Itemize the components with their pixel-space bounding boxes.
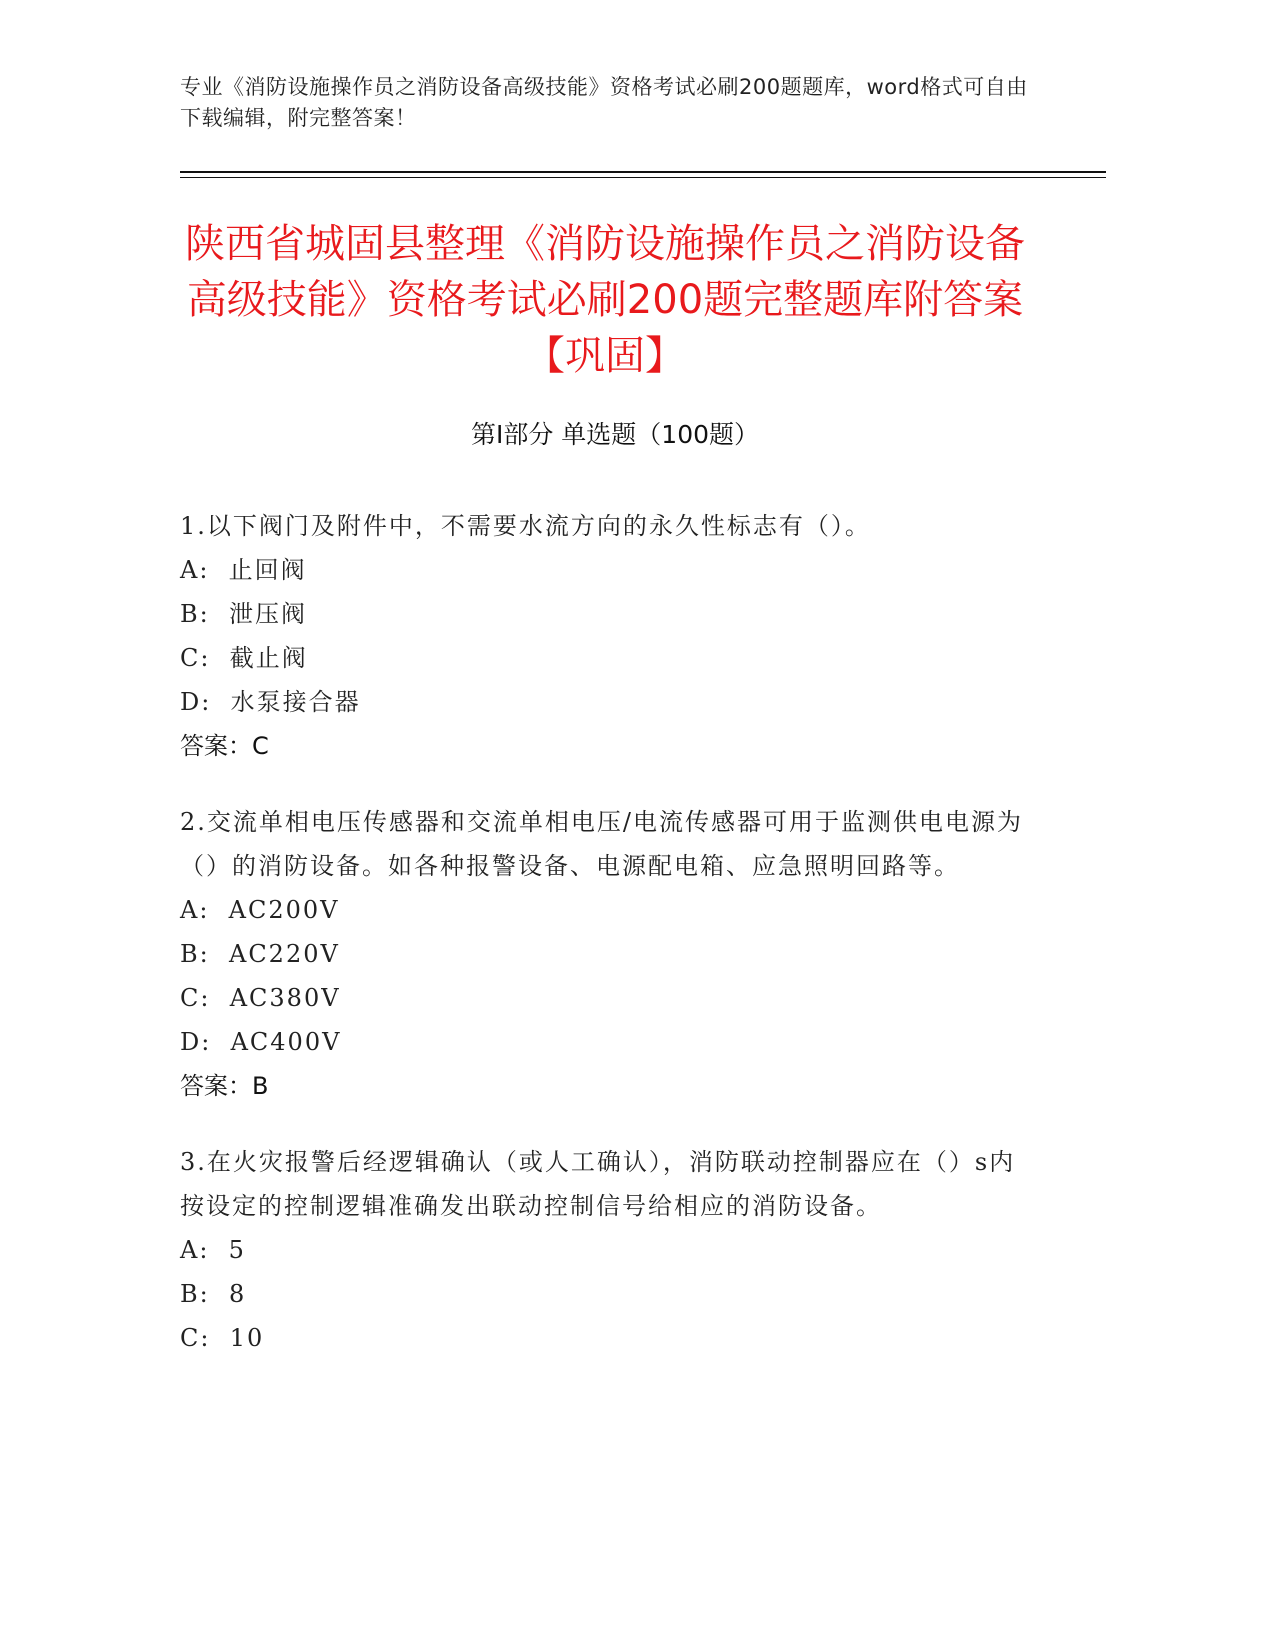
header-divider-thin	[180, 177, 1106, 178]
question-stem: 1.以下阀门及附件中，不需要水流方向的永久性标志有（）。	[180, 512, 871, 540]
option-c: C: 10	[180, 1324, 265, 1352]
document-title: 陕西省城固县整理《消防设施操作员之消防设备高级技能》资格考试必刷200题完整题库附答案【巩固】	[185, 221, 1025, 379]
option-d: D: AC400V	[180, 1028, 342, 1056]
option-c: C: 截止阀	[180, 644, 308, 672]
header-divider-thick	[180, 171, 1106, 173]
option-a: A: 止回阀	[180, 556, 307, 584]
header-note: 专业《消防设施操作员之消防设备高级技能》资格考试必刷200题题库，word格式可自由下载编辑，附完整答案！	[180, 75, 1028, 130]
section-heading: 第I部分 单选题（100题）	[470, 420, 760, 449]
answer-line: 答案：C	[180, 732, 269, 760]
option-c: C: AC380V	[180, 984, 341, 1012]
question-stem: 3.在火灾报警后经逻辑确认（或人工确认），消防联动控制器应在（）s内按设定的控制逻辑准确发出联动控制信号给相应的消防设备。	[180, 1148, 1016, 1220]
option-b: B: 泄压阀	[180, 600, 307, 628]
question-3	[180, 1140, 1040, 1360]
answer-line: 答案：B	[180, 1072, 269, 1100]
option-d: D: 水泵接合器	[180, 688, 361, 716]
question-2	[180, 800, 1040, 1108]
option-a: A: 5	[180, 1236, 246, 1264]
question-list	[180, 504, 1040, 1392]
option-b: B: 8	[180, 1280, 247, 1308]
option-a: A: AC200V	[180, 896, 340, 924]
question-1	[180, 504, 1040, 768]
option-b: B: AC220V	[180, 940, 340, 968]
question-stem: 2.交流单相电压传感器和交流单相电压/电流传感器可用于监测供电电源为（）的消防设备。如各种报警设备、电源配电箱、应急照明回路等。	[180, 808, 1023, 880]
